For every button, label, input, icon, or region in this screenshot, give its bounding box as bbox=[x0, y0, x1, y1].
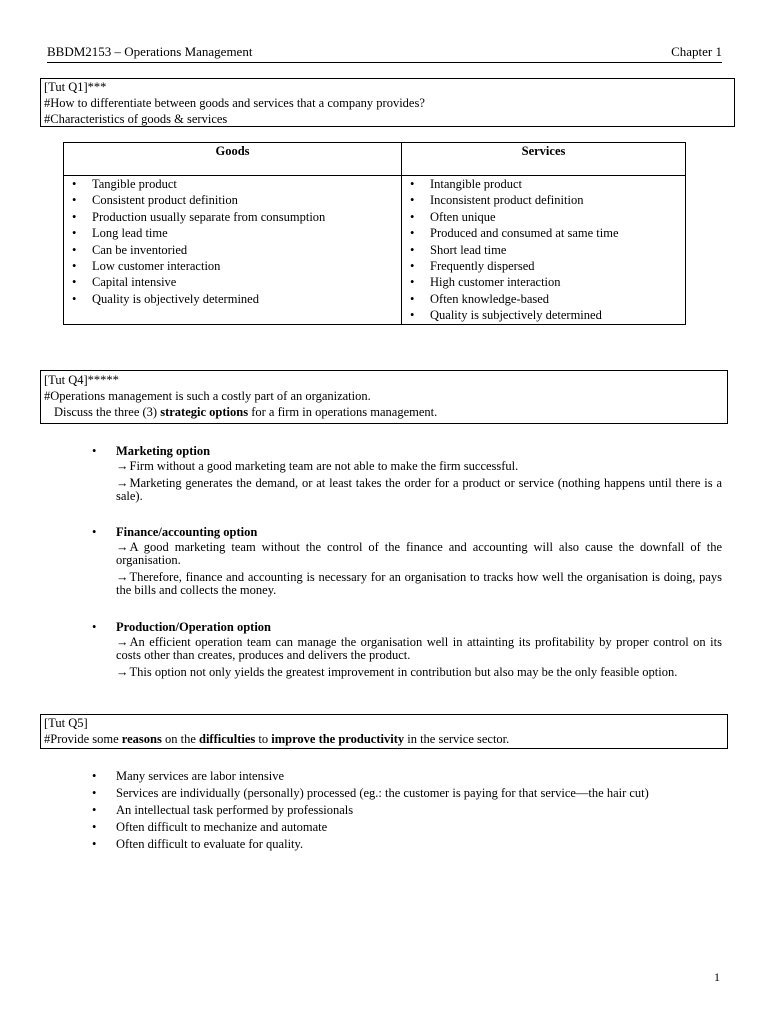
list-item: • Frequently dispersed bbox=[402, 258, 685, 274]
goods-cell bbox=[64, 176, 402, 325]
question-tag: [Tut Q4]***** bbox=[44, 373, 119, 387]
question-text: #Operations management is such a costly part of an organization. bbox=[44, 389, 371, 403]
list-item: • Long lead time bbox=[64, 225, 401, 241]
option-title: • Marketing option bbox=[90, 443, 722, 459]
page-number: 1 bbox=[714, 970, 720, 984]
option-point: →Therefore, finance and accounting is necessary for an organisation to tracks how well the organisation is doing, pays the bills and collects the money. bbox=[116, 570, 722, 597]
list-item: • Often difficult to evaluate for quality. bbox=[90, 836, 730, 853]
list-item: • Tangible product bbox=[64, 176, 401, 192]
list-item: • Often knowledge-based bbox=[402, 291, 685, 307]
question-text: #How to differentiate between goods and services that a company provides? bbox=[44, 96, 425, 110]
reasons-section bbox=[90, 768, 730, 853]
option-finance bbox=[90, 524, 722, 597]
option-point: →An efficient operation team can manage the organisation well in attainting its profitability by proper control on its costs other than creates, produces and delivers the product. bbox=[116, 635, 722, 662]
question-box-q1 bbox=[40, 78, 735, 127]
list-item: • Capital intensive bbox=[64, 274, 401, 290]
option-point: →Marketing generates the demand, or at least takes the order for a product or service (nothing happens until there is a sale). bbox=[116, 476, 722, 503]
services-list bbox=[402, 176, 685, 324]
chapter-label: Chapter 1 bbox=[671, 44, 722, 59]
goods-services-table bbox=[63, 142, 686, 325]
list-item: • Often unique bbox=[402, 209, 685, 225]
question-tag: [Tut Q1]*** bbox=[44, 80, 107, 94]
option-production bbox=[90, 619, 722, 679]
list-item: • Quality is objectively determined bbox=[64, 291, 401, 307]
list-item: • Low customer interaction bbox=[64, 258, 401, 274]
question-text: Discuss the three (3) strategic options for a firm in operations management. bbox=[54, 405, 438, 419]
goods-list bbox=[64, 176, 401, 307]
option-point: →This option not only yields the greatest improvement in contribution but also may be the only feasible option. bbox=[116, 665, 678, 679]
question-box-q4 bbox=[40, 370, 728, 424]
page-header bbox=[47, 44, 722, 63]
services-cell bbox=[402, 176, 686, 325]
option-point: →Firm without a good marketing team are not able to make the firm successful. bbox=[116, 459, 519, 473]
services-header: Services bbox=[402, 143, 686, 176]
list-item: • Produced and consumed at same time bbox=[402, 225, 685, 241]
option-title: • Finance/accounting option bbox=[90, 524, 722, 540]
list-item: • High customer interaction bbox=[402, 274, 685, 290]
question-box-q5 bbox=[40, 714, 728, 749]
question-text: #Provide some reasons on the difficulties to improve the productivity in the service sector. bbox=[44, 732, 510, 746]
reasons-list bbox=[90, 768, 730, 853]
option-title: • Production/Operation option bbox=[90, 619, 722, 635]
list-item: • Services are individually (personally) processed (eg.: the customer is paying for that service—the hair cut) bbox=[90, 785, 730, 802]
option-marketing bbox=[90, 443, 722, 503]
list-item: • Can be inventoried bbox=[64, 242, 401, 258]
question-tag: [Tut Q5] bbox=[44, 716, 88, 730]
course-title: BBDM2153 – Operations Management bbox=[47, 44, 253, 59]
list-item: • Inconsistent product definition bbox=[402, 192, 685, 208]
question-text: #Characteristics of goods & services bbox=[44, 112, 228, 126]
list-item: • Many services are labor intensive bbox=[90, 768, 730, 785]
list-item: • Often difficult to mechanize and automate bbox=[90, 819, 730, 836]
option-point: →A good marketing team without the control of the finance and accounting will also cause the downfall of the organisation. bbox=[116, 540, 722, 567]
list-item: • Consistent product definition bbox=[64, 192, 401, 208]
list-item: • Intangible product bbox=[402, 176, 685, 192]
list-item: • An intellectual task performed by professionals bbox=[90, 802, 730, 819]
list-item: • Production usually separate from consumption bbox=[64, 209, 401, 225]
list-item: • Short lead time bbox=[402, 242, 685, 258]
goods-header: Goods bbox=[64, 143, 402, 176]
list-item: • Quality is subjectively determined bbox=[402, 307, 685, 323]
